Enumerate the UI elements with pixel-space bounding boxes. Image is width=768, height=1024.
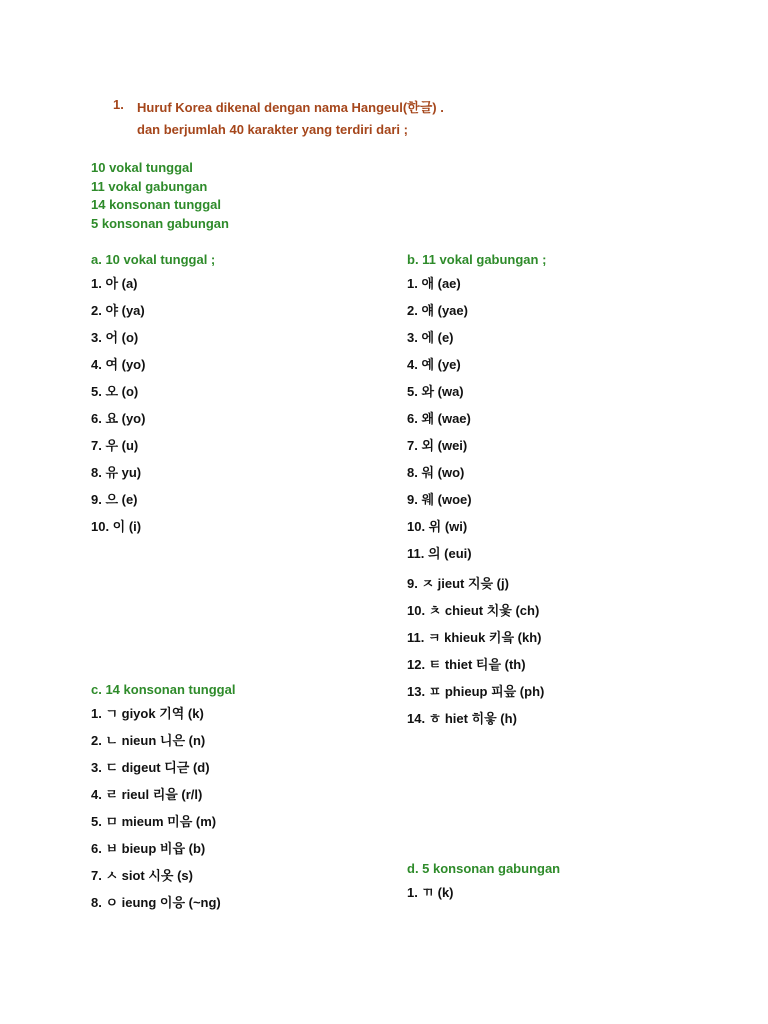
list-item: 7. 외 (wei) [407,438,468,453]
list-item: 7. ㅅ siot 시옷 (s) [91,868,193,883]
list-item: 8. 워 (wo) [407,465,465,480]
list-item: 2. 야 (ya) [91,303,145,318]
summary-item: 5 konsonan gabungan [91,216,229,232]
section-a-heading: a. 10 vokal tunggal ; [91,252,216,267]
list-item: 4. ㄹ rieul 리을 (r/l) [91,787,203,802]
list-item: 6. ㅂ bieup 비읍 (b) [91,841,206,856]
summary-item: 10 vokal tunggal [91,160,193,175]
list-item: 11. ㅋ khieuk 키읔 (kh) [407,630,542,645]
list-item: 6. 왜 (wae) [407,411,471,426]
list-item: 4. 예 (ye) [407,357,461,372]
list-item: 9. 으 (e) [91,492,138,507]
list-item: 10. 이 (i) [91,519,142,534]
list-item: 5. 오 (o) [91,384,139,399]
list-item: 9. 웨 (woe) [407,492,472,507]
list-item: 13. ㅍ phieup 피읖 (ph) [407,684,545,699]
list-item: 2. ㄴ nieun 니은 (n) [91,733,206,748]
section-b-list [407,270,472,567]
list-item: 11. 의 (eui) [407,546,472,561]
summary-item: 14 konsonan tunggal [91,197,222,213]
section-c-continued-list [407,570,544,732]
section-c-heading: c. 14 konsonan tunggal [91,682,236,697]
list-item: 4. 여 (yo) [91,357,146,372]
section-a-list [91,270,145,540]
summary-item: 11 vokal gabungan [91,178,208,194]
section-d-heading: d. 5 konsonan gabungan [407,861,561,876]
list-item: 5. ㅁ mieum 미음 (m) [91,814,217,829]
list-item: 8. ㅇ ieung 이응 (~ng) [91,895,221,910]
intro-number: 1. [113,97,124,112]
list-item: 3. ㄷ digeut 디귿 (d) [91,760,210,775]
list-item: 14. ㅎ hiet 히읗 (h) [407,711,517,726]
section-d-list [407,879,454,906]
list-item: 1. ㄱ giyok 기역 (k) [91,706,204,721]
list-item: 3. 어 (o) [91,330,139,345]
list-item: 1. ㄲ (k) [407,885,454,900]
list-item: 3. 에 (e) [407,330,454,345]
list-item: 6. 요 (yo) [91,411,146,426]
list-item: 2. 얘 (yae) [407,303,468,318]
section-c-list [91,700,221,916]
list-item: 7. 우 (u) [91,438,139,453]
intro-line-1: Huruf Korea dikenal dengan nama Hangeul(한글) . [137,100,444,115]
list-item: 10. ㅊ chieut 치읓 (ch) [407,603,540,618]
intro-line-2: dan berjumlah 40 karakter yang terdiri dari ; [137,122,408,137]
section-b-heading: b. 11 vokal gabungan ; [407,252,547,267]
list-item: 8. 유 yu) [91,465,142,480]
list-item: 9. ㅈ jieut 지읒 (j) [407,576,509,591]
summary-list [91,159,229,234]
list-item: 5. 와 (wa) [407,384,464,399]
list-item: 10. 위 (wi) [407,519,468,534]
list-item: 1. 애 (ae) [407,276,461,291]
list-item: 1. 아 (a) [91,276,138,291]
list-item: 12. ㅌ thiet 티읕 (th) [407,657,526,672]
